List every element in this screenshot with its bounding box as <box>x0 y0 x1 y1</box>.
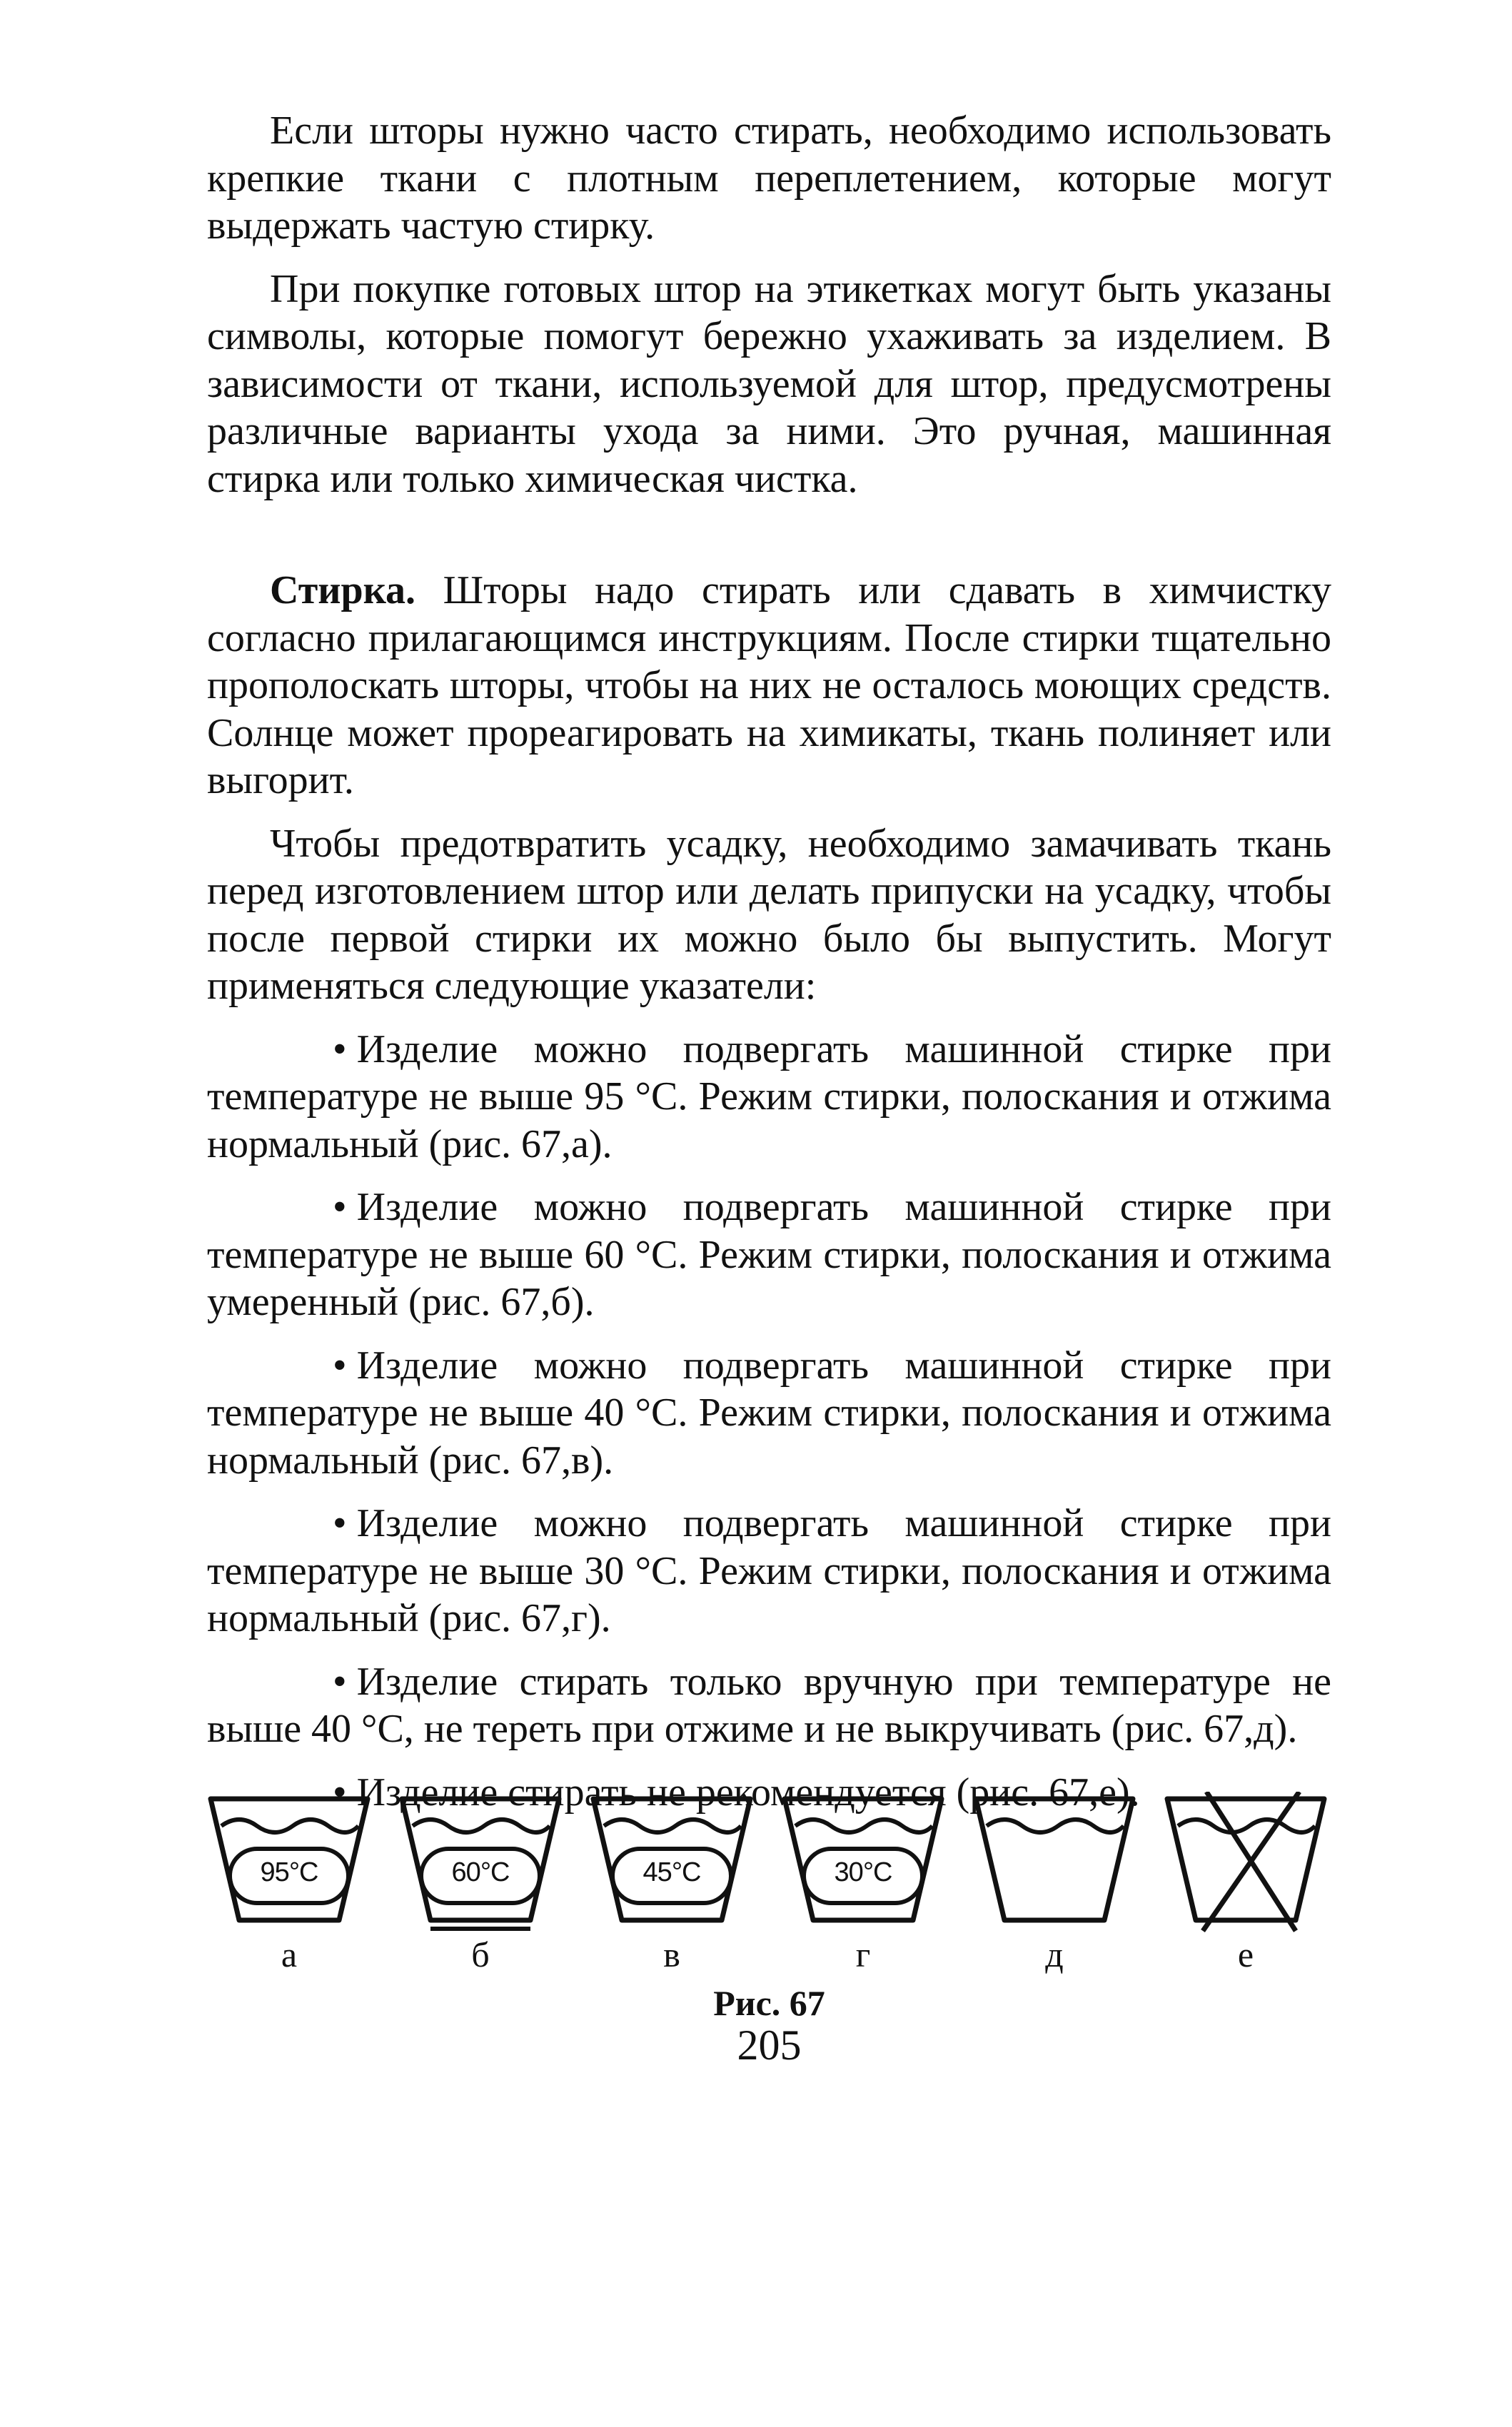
bullet-mark: • <box>333 1026 347 1071</box>
bullet-item-g <box>207 1500 1331 1643</box>
paragraph-care-symbols: При покупке готовых штор на этикетках могут быть указаны символы, которые помогут бережно ухаживать за изделием. В зависимости от ткани, используемой для штор, предусмотрены различные варианты ухода за ними. Это ручная, машинная стирка или только химическая чистка. <box>207 266 1331 501</box>
bullet-mark: • <box>333 1185 347 1229</box>
figure-67 <box>207 1792 1331 2042</box>
bullet-mark: • <box>333 1770 347 1815</box>
wash-tub-60-gentle-icon <box>398 1792 563 1934</box>
section-lead-washing: Стирка. <box>270 568 416 612</box>
paragraph-shrinkage: Чтобы предотвратить усадку, необходимо замачивать ткань перед изготовлением штор или делать припуски на усадку, чтобы после первой стирки их можно было бы выпустить. Могут применяться следующие указатели: <box>207 821 1331 1008</box>
bullet-item-b <box>207 1184 1331 1326</box>
figure-letter-v: в <box>663 1934 680 1974</box>
wash-tub-45-icon <box>590 1792 754 1934</box>
figure-caption: Рис. 67 <box>713 1983 825 2023</box>
bullet-item-v <box>207 1342 1331 1485</box>
temperature-label: 95°C <box>260 1857 318 1887</box>
paragraph-fabric-choice: Если шторы нужно часто стирать, необходимо использовать крепкие ткани с плотным переплетением, которые могут выдержать частую стирку. <box>207 109 1331 248</box>
bullet-text: Изделие стирать не рекомендуется (рис. 67,е). <box>356 1770 1140 1815</box>
paragraph-washing <box>207 567 1331 804</box>
figure-letter-a: а <box>281 1934 298 1974</box>
do-not-wash-icon <box>1164 1792 1328 1934</box>
figure-letter-g: г <box>855 1934 871 1974</box>
temperature-label: 30°C <box>834 1857 892 1887</box>
bullet-text: Изделие можно подвергать машинной стирке при температуре не выше 95 °С. Режим стирки, полоскания и отжима нормальный (рис. 67,а). <box>207 1026 1331 1166</box>
bullet-mark: • <box>333 1343 347 1388</box>
bullet-mark: • <box>333 1501 347 1545</box>
bullet-item-d <box>207 1658 1331 1753</box>
paragraph-washing-body: Шторы надо стирать или сдавать в химчистку согласно прилагающимся инструкциям. После стирки тщательно прополоскать шторы, чтобы на них не осталось моющих средств. Солнце может прореагировать на химикаты, ткань полиняет или выгорит. <box>207 568 1331 802</box>
wash-tub-30-icon <box>781 1792 945 1934</box>
do-not-wash-icon-graphic <box>1164 1792 1328 1934</box>
figure-letter-b: б <box>471 1934 490 1974</box>
hand-wash-icon-graphic <box>972 1792 1136 1934</box>
page-body <box>207 107 1331 2023</box>
bullet-text: Изделие можно подвергать машинной стирке при температуре не выше 30 °С. Режим стирки, полоскания и отжима нормальный (рис. 67,г). <box>207 1501 1331 1640</box>
bullet-item-a <box>207 1026 1331 1169</box>
bullet-mark: • <box>333 1659 347 1704</box>
hand-wash-tub-icon <box>972 1792 1136 1934</box>
figure-letter-e: е <box>1237 1934 1254 1974</box>
bullet-text: Изделие можно подвергать машинной стирке при температуре не выше 60 °С. Режим стирки, полоскания и отжима умеренный (рис. 67,б). <box>207 1185 1331 1324</box>
bullet-text: Изделие стирать только вручную при температуре не выше 40 °С, не тереть при отжиме и не выкручивать (рис. 67,д). <box>207 1659 1331 1751</box>
wash-symbols-row <box>207 1792 1331 1974</box>
temperature-label: 60°C <box>451 1857 510 1887</box>
bullet-text: Изделие можно подвергать машинной стирке при температуре не выше 40 °С. Режим стирки, полоскания и отжима нормальный (рис. 67,в). <box>207 1343 1331 1483</box>
figure-letter-d: д <box>1045 1934 1064 1974</box>
wash-tub-95-icon <box>207 1792 371 1934</box>
temperature-label: 45°C <box>642 1857 701 1887</box>
page-number: 205 <box>737 2022 802 2069</box>
